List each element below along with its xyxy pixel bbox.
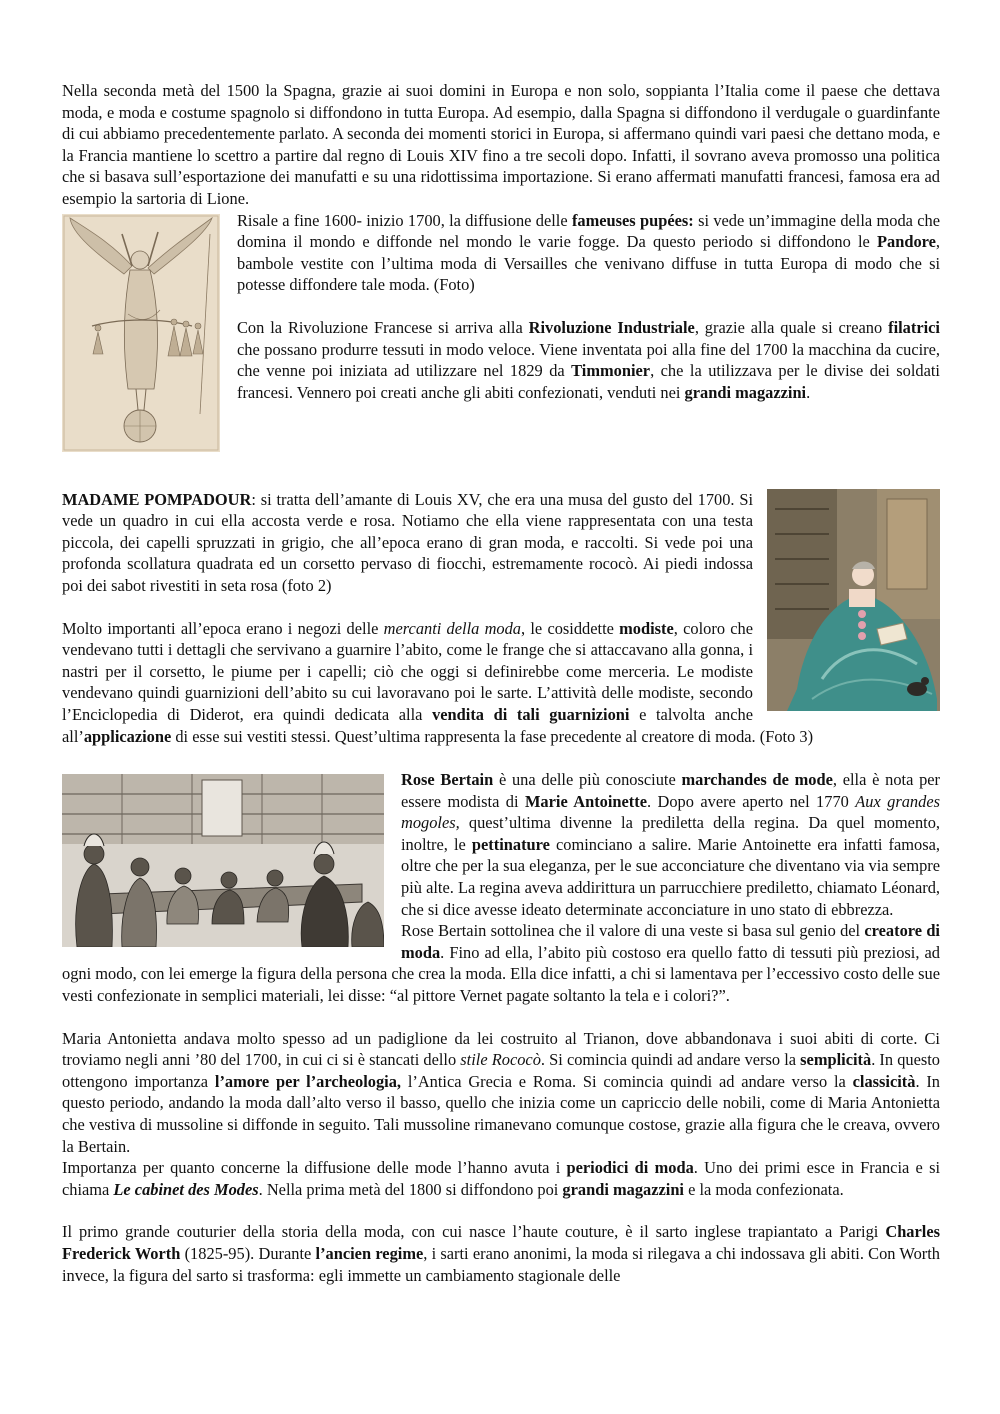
text-run: , coloro che vendevano tutti i dettagli che servivano a guarnire l’abito, come le frange che si attaccavano alla gonna, i nastri per il corsetto, le piume per i capelli; ciò che oggi si definirebbe come merceria. Le modiste vendevano quindi guarnizioni dell’abito su cui lavoravano poi le sarte. L’attività delle modiste, secondo l’Enciclopedia di Diderot, era quindi dedicata alla xyxy=(62,618,754,724)
text-run: si vede un’immagine della moda che domina il mondo e diffonde nel mondo le varie fogge. Da questo periodo si diffondono le xyxy=(237,210,940,252)
emphasized-text-run: grandi magazzini xyxy=(684,382,807,402)
text-run: Risale a fine 1600- inizio 1700, la diffusione delle xyxy=(237,210,572,230)
emphasized-text-run: stile Rococò xyxy=(460,1050,541,1070)
emphasized-text-run: periodici di moda xyxy=(566,1158,694,1178)
emphasized-text-run: modiste xyxy=(619,618,674,638)
text-run: : si tratta dell’amante di Louis XV, che era una musa del gusto del 1700. Si vede un quadro in cui ella accosta verde e rosa. Notiamo che ella viene rappresentata con una testa piccola, dei capelli spruzzati in grigio, che all’epoca erano di gran moda, e raccolti. Si vede poi una profonda scollatura quadrata ed un corsetto pervaso di fiocchi, estremamente rococò. Ai piedi indossa poi dei sabot rivestiti in seta rosa (foto 2) xyxy=(62,489,753,595)
text-run: e talvolta anche all’ xyxy=(62,704,753,746)
text-run: Maria Antonietta andava molto spesso ad un padiglione da lei costruito al Trianon, dove abbandonava i suoi abiti di corte. Ci troviamo negli anni ’80 del 1700, in cui ci si è stancati dello xyxy=(62,1028,940,1070)
emphasized-text-run: pettinature xyxy=(471,834,550,854)
text-run: . In questo periodo, andando la moda dall’alto verso il basso, quello che inizia come un capriccio delle nobili, come di Maria Antonietta che vestiva di mussoline si diffonde in seguito. Tali mussoline rimanevano comunque costose, grazie alla figura che le creava, ovvero la Bertain. xyxy=(62,1071,940,1156)
text-run: e la moda confezionata. xyxy=(683,1179,844,1199)
text-run: , grazie alla quale si creano xyxy=(694,317,889,337)
text-run: Rose Bertain sottolinea che il valore di una veste si basa sul genio del xyxy=(401,921,865,941)
text-run: . Uno dei primi esce in Francia e si chiama xyxy=(62,1158,940,1199)
emphasized-text-run: l’ancien regime xyxy=(315,1243,424,1263)
emphasized-text-run: grandi magazzini xyxy=(562,1179,684,1199)
paragraph-periodici-di-moda xyxy=(62,1157,940,1200)
emphasized-text-run: filatrici xyxy=(888,317,940,337)
emphasized-text-run: Charles Frederick Worth xyxy=(62,1222,940,1263)
emphasized-text-run: Aux grandes mogoles, xyxy=(401,791,940,833)
text-run: Importanza per quanto concerne la diffusione delle mode l’hanno avuta i xyxy=(62,1158,567,1178)
text-run: . xyxy=(806,382,811,402)
text-run: (1825-95). Durante xyxy=(180,1243,316,1263)
emphasized-text-run: classicità xyxy=(852,1071,916,1091)
emphasized-text-run: Timmonier xyxy=(571,361,651,381)
text-run: , ella è nota per essere modista di xyxy=(401,770,941,811)
emphasized-text-run: Rose Bertain xyxy=(401,770,494,790)
text-run: l’Antica Grecia e Roma. Si comincia quindi ad andare verso la xyxy=(401,1071,853,1091)
text-run: quest’ultima divenne la prediletta della regina. Da quel momento, inoltre, le xyxy=(401,813,940,854)
text-run: . Fino ad ella, l’abito più costoso era quello fatto di tessuti più preziosi, ad ogni modo, con lei emerge la figura della persona che crea la moda. Ella dice infatti, a chi si lamentava per l’eccessivo costo delle sue vesti confezionate in semplici materiali, lei disse: “al pittore Vernet pagate soltanto la tela e i colori?”. xyxy=(62,942,940,1006)
emphasized-text-run: Le cabinet des Modes xyxy=(113,1179,259,1199)
section-pandore xyxy=(62,210,940,458)
emphasized-text-run: semplicità xyxy=(800,1050,872,1070)
text-run: . Dopo avere aperto nel 1770 xyxy=(646,791,856,811)
text-run: , le cosiddette xyxy=(521,618,620,638)
emphasized-text-run: l’amore per l’archeologia, xyxy=(214,1071,402,1091)
paragraph-spain-fashion xyxy=(62,80,940,210)
emphasized-text-run: applicazione xyxy=(83,726,172,746)
emphasized-text-run: vendita di tali guarnizioni xyxy=(432,704,630,724)
text-run: Con la Rivoluzione Francese si arriva alla xyxy=(237,317,529,337)
fameuses-pupees-engraving-image xyxy=(62,214,220,452)
text-run: , bambole vestite con l’ultima moda di Versailles che venivano diffuse in tutta Europa di modo che si potesse diffondere tale moda. (Foto) xyxy=(237,232,940,295)
text-run: , che la utilizzava per le divise dei soldati francesi. Vennero poi creati anche gli abiti confezionati, venduti nei xyxy=(237,361,940,402)
text-run: . Nella prima metà del 1800 si diffondono poi xyxy=(258,1179,563,1199)
text-run: è una delle più conosciute xyxy=(493,770,682,790)
emphasized-text-run: Pandore xyxy=(877,232,936,252)
text-run: Il primo grande couturier della storia della moda, con cui nasce l’haute couture, è il sarto inglese trapiantato a Parigi xyxy=(62,1222,886,1242)
document-page xyxy=(62,80,940,1286)
emphasized-text-run: MADAME POMPADOUR xyxy=(62,489,252,509)
emphasized-text-run: marchandes de mode xyxy=(681,770,833,790)
text-run: . In questo ottengono importanza xyxy=(62,1050,940,1091)
emphasized-text-run: mercanti della moda xyxy=(383,618,522,638)
emphasized-text-run: Marie Antoinette xyxy=(524,791,647,811)
text-run: Nella seconda metà del 1500 la Spagna, grazie ai suoi domini in Europa e non solo, soppianta l’Italia come il paese che dettava moda, e moda e costume spagnolo si diffondono in tutta Europa. Ad esempio, dalla Spagna si diffondono il verdugale o guardinfante di cui abbiamo precedentemente parlato. A seconda dei momenti storici in Europa, si affermano quindi vari paesi che dettano moda, e la Francia mantiene lo scettro a partire dal regno di Louis XIV fino a tre secoli dopo. Infatti, il sovrano aveva promosso una politica che si basava sull’esportazione dei manufatti e su una ridottissima importazione. Si erano affermati manufatti francesi, famosa era ad esempio la sartoria di Lione. xyxy=(62,81,940,208)
emphasized-text-run: creatore di moda xyxy=(401,921,940,962)
text-run: Molto importanti all’epoca erano i negozi delle xyxy=(62,618,384,638)
text-run: di esse sui vestiti stessi. Quest’ultima rappresenta la fase precedente al creatore di moda. (Foto 3) xyxy=(171,726,814,746)
text-run: . Si comincia quindi ad andare verso la xyxy=(540,1050,801,1070)
text-run: cominciano a salire. Marie Antoinette era infatti famosa, oltre che per la sua eleganza, per le sue acconciature che diventano via via sempre più alte. La regina aveva addirittura un parrucchiere prediletto, chiamato Léonard, che si dice avesse ideato determinate acconciature in uno stato di ebbrezza. xyxy=(401,834,940,919)
text-run: , i sarti erano anonimi, la moda si rilegava a chi indossava gli abiti. Con Worth invece, la figura del sarto si trasforma: egli immette un cambiamento stagionale delle xyxy=(62,1243,940,1285)
emphasized-text-run: fameuses pupées: xyxy=(571,210,694,230)
modiste-workshop-engraving-image xyxy=(62,774,384,947)
madame-pompadour-portrait-image xyxy=(767,489,940,711)
paragraph-charles-frederick-worth xyxy=(62,1221,940,1286)
emphasized-text-run: Rivoluzione Industriale xyxy=(528,317,695,337)
text-run: che possano produrre tessuti in modo veloce. Viene inventata poi alla fine del 1700 la macchina da cucire, che venne poi iniziata ad utilizzare nel 1829 da xyxy=(237,339,940,381)
paragraph-maria-antonietta xyxy=(62,1028,940,1158)
